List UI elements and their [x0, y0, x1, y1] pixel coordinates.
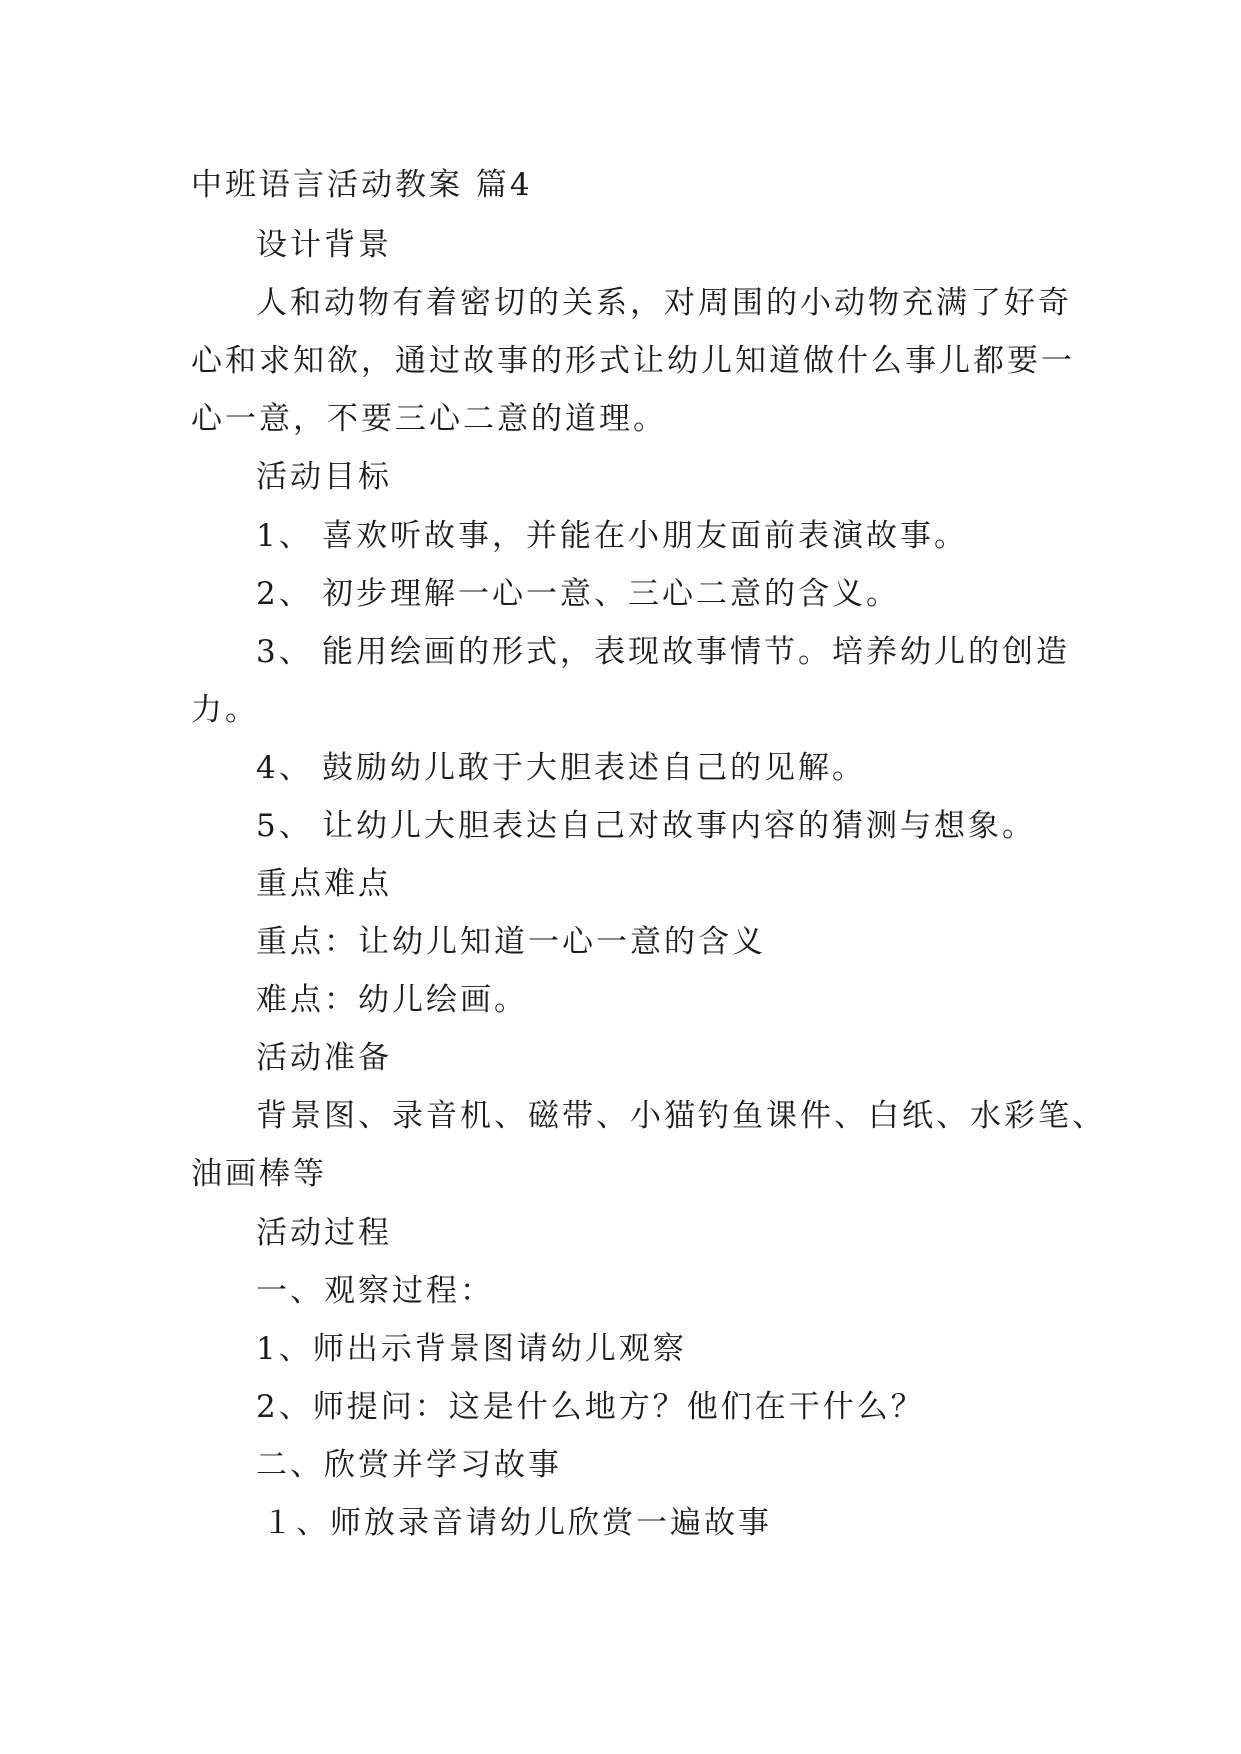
- process-item: 2、师提问：这是什么地方？他们在干什么？: [256, 1389, 925, 1425]
- goal-text: 能用绘画的形式，表现故事情节。培养幼儿的创造: [322, 634, 1070, 670]
- goal-item: [256, 632, 1070, 672]
- process-step-heading: 一、观察过程：: [256, 1273, 494, 1309]
- section-heading-goals: 活动目标: [256, 459, 392, 495]
- key-point-text: 重点：让幼儿知道一心一意的含义: [256, 924, 766, 960]
- paragraph-line: 人和动物有着密切的关系，对周围的小动物充满了好奇: [256, 285, 1072, 321]
- section-heading-design-background: 设计背景: [256, 227, 392, 263]
- goal-continuation: 力。: [191, 692, 259, 728]
- paragraph-line: 心和求知欲，通过故事的形式让幼儿知道做什么事儿都要一: [191, 343, 1075, 379]
- goal-text: 喜欢听故事，并能在小朋友面前表演故事。: [322, 518, 968, 554]
- section-heading-process: 活动过程: [256, 1215, 392, 1251]
- process-step-heading: 二、欣赏并学习故事: [256, 1447, 562, 1483]
- goal-number: 3、: [256, 634, 313, 670]
- goal-text: 让幼儿大胆表达自己对故事内容的猜测与想象。: [322, 808, 1036, 844]
- goal-number: 5、: [256, 808, 313, 844]
- goal-item: [256, 748, 866, 788]
- goal-text: 初步理解一心一意、三心二意的含义。: [322, 576, 900, 612]
- preparation-line: 背景图、录音机、磁带、小猫钓鱼课件、白纸、水彩笔、: [256, 1098, 1106, 1134]
- goal-number: 2、: [256, 576, 313, 612]
- paragraph-line: 心一意，不要三心二意的道理。: [191, 401, 667, 437]
- goal-item: [256, 806, 1036, 846]
- difficulty-text: 难点：幼儿绘画。: [256, 982, 528, 1018]
- section-heading-preparation: 活动准备: [256, 1040, 392, 1076]
- goal-text: 鼓励幼儿敢于大胆表述自己的见解。: [322, 750, 866, 786]
- goal-item: [256, 574, 900, 614]
- process-item: １、师放录音请幼儿欣赏一遍故事: [262, 1505, 772, 1541]
- section-heading-key-points: 重点难点: [256, 866, 392, 902]
- goal-number: 4、: [256, 750, 313, 786]
- goal-number: 1、: [256, 518, 313, 554]
- process-item: 1、师出示背景图请幼儿观察: [256, 1331, 687, 1367]
- document-title: 中班语言活动教案 篇4: [191, 167, 533, 203]
- goal-item: [256, 516, 968, 556]
- preparation-line: 油画棒等: [191, 1156, 327, 1192]
